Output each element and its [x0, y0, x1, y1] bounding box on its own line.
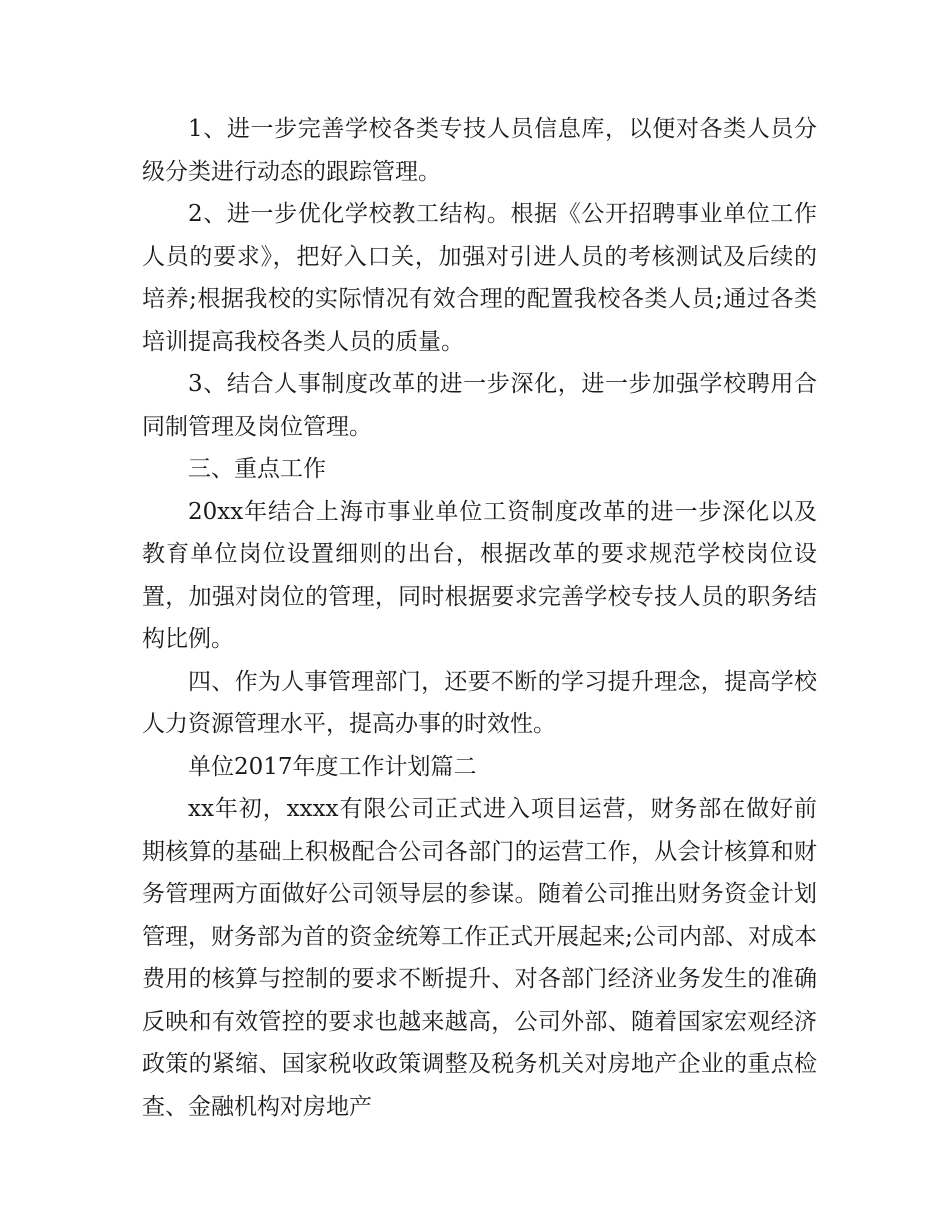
paragraph-item-1: 1、进一步完善学校各类专技人员信息库，以便对各类人员分级分类进行动态的跟踪管理。	[142, 116, 817, 185]
paragraph-item-2: 2、进一步优化学校教工结构。根据《公开招聘事业单位工作人员的要求》，把好入口关，加强对引进人员的考核测试及后续的培养;根据我校的实际情况有效合理的配置我校各类人员;通过各类培训提高我校各类人员的质量。	[142, 201, 817, 355]
paragraph-key-work: 20xx年结合上海市事业单位工资制度改革的进一步深化以及教育单位岗位设置细则的出台，根据改革的要求规范学校岗位设置，加强对岗位的管理，同时根据要求完善学校专技人员的职务结构比例。	[142, 498, 817, 652]
paragraph-item-four: 四、作为人事管理部门，还要不断的学习提升理念，提高学校人力资源管理水平，提高办事的时效性。	[142, 668, 817, 737]
section-heading-key-work: 三、重点工作	[188, 456, 326, 482]
section-title-part-two: 单位2017年度工作计划篇二	[188, 753, 477, 780]
paragraph-part-two-body: xx年初，xxxx有限公司正式进入项目运营，财务部在做好前期核算的基础上积极配合公司各部门的运营工作，从会计核算和财务管理两方面做好公司领导层的参谋。随着公司推出财务资金计划管理，财务部为首的资金统筹工作正式开展起来;公司内部、对成本费用的核算与控制的要求不断提升、对各部门经济业务发生的准确反映和有效管控的要求也越来越高，公司外部、随着国家宏观经济政策的紧缩、国家税收政策调整及税务机关对房地产企业的重点检查、金融机构对房地产	[142, 796, 817, 1120]
document-body	[142, 108, 817, 1128]
paragraph-item-3: 3、结合人事制度改革的进一步深化，进一步加强学校聘用合同制管理及岗位管理。	[142, 371, 817, 440]
